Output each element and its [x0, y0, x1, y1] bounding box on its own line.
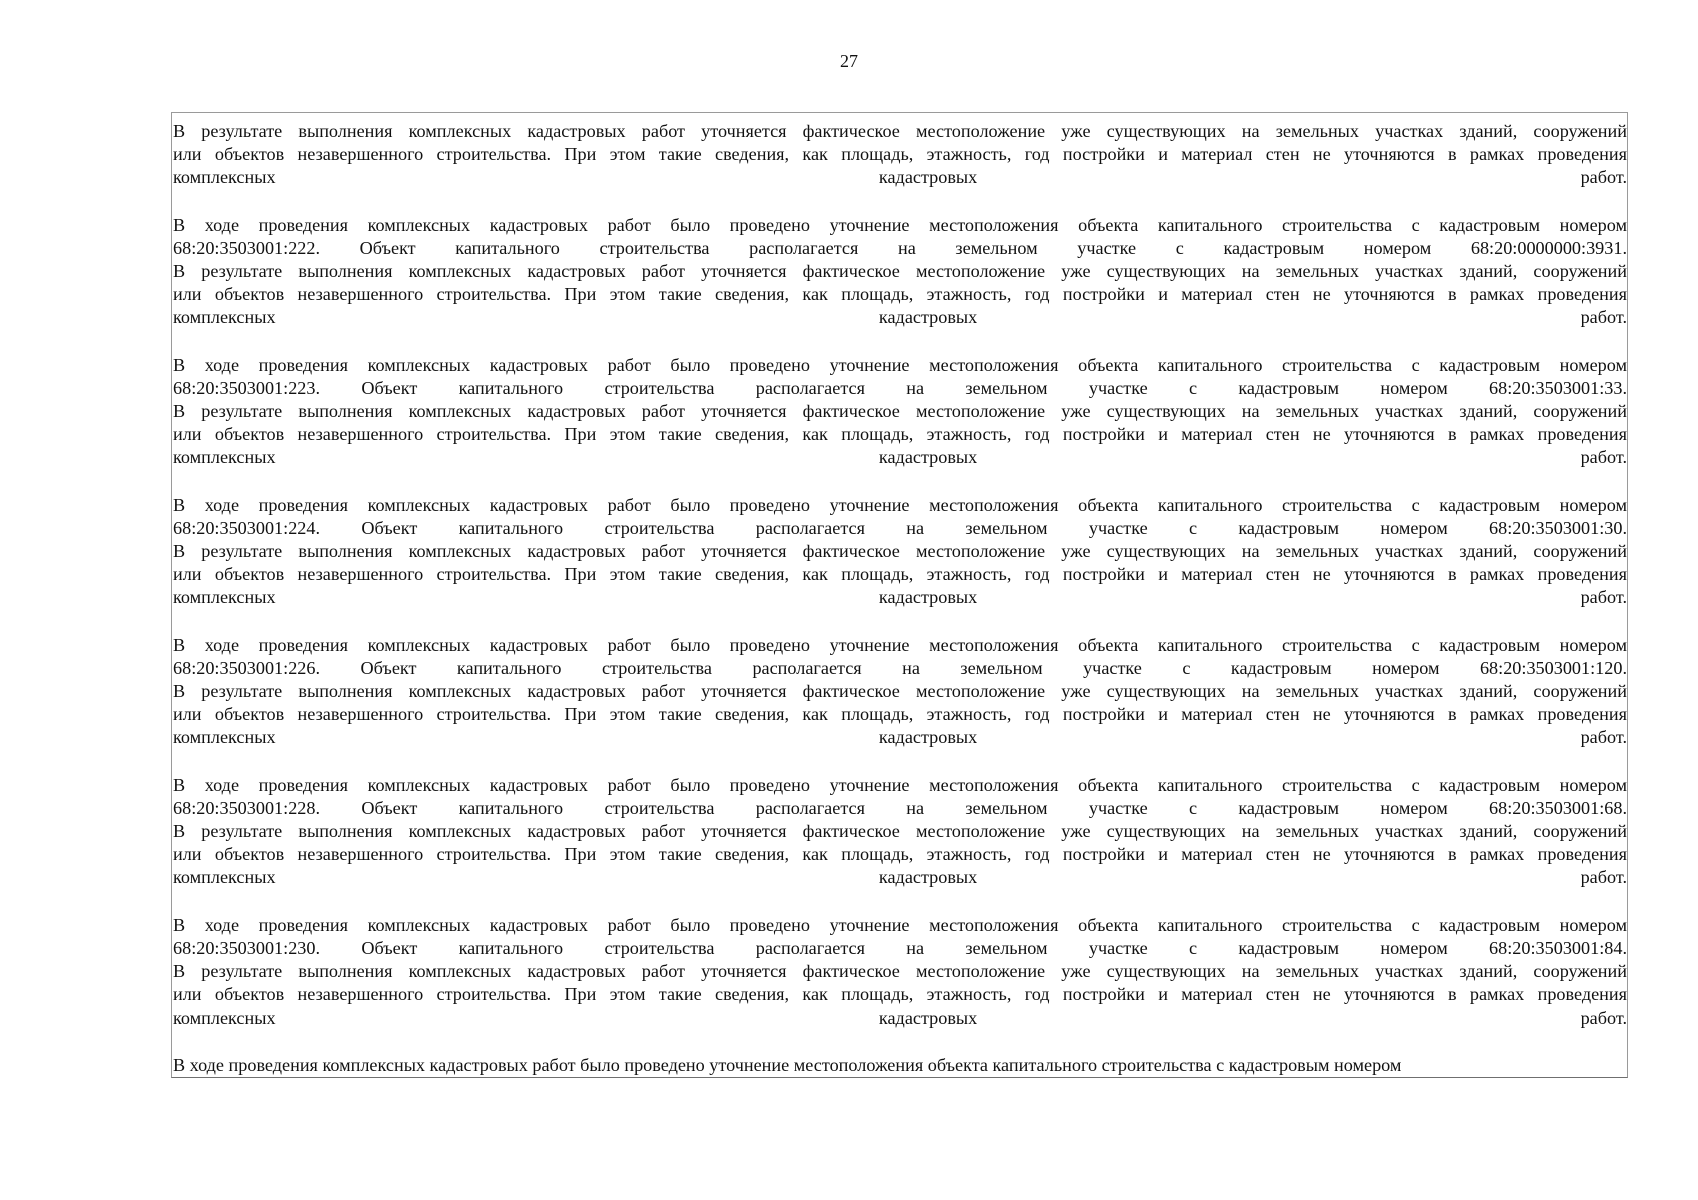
text-line: комплексных кадастровых работ. [173, 307, 1627, 328]
text-line: В результате выполнения комплексных кадастровых работ уточняется фактическое местоположение уже существующих на земельных участках зданий, сооружений [173, 401, 1627, 422]
text-line: В ходе проведения комплексных кадастровых работ было проведено уточнение местоположения объекта капитального строительства с кадастровым номером [173, 354, 1627, 375]
text-line: В результате выполнения комплексных кадастровых работ уточняется фактическое местоположение уже существующих на земельных участках зданий, сооружений [173, 961, 1627, 982]
text-line: В ходе проведения комплексных кадастровых работ было проведено уточнение местоположения объекта капитального строительства с кадастровым номером [173, 494, 1627, 515]
text-line: комплексных кадастровых работ. [173, 447, 1627, 468]
text-line: или объектов незавершенного строительства. При этом такие сведения, как площадь, этажность, год постройки и материал стен не уточняются в рамках проведения [173, 284, 1627, 305]
text-line: В результате выполнения комплексных кадастровых работ уточняется фактическое местоположение уже существующих на земельных участках зданий, сооружений [173, 261, 1627, 282]
paragraph [173, 354, 1627, 470]
paragraph [173, 634, 1627, 750]
text-line: 68:20:3503001:223. Объект капитального строительства располагается на земельном участке с кадастровым номером 68:20:3503001:33. [173, 377, 1627, 398]
text-line: В результате выполнения комплексных кадастровых работ уточняется фактическое местоположение уже существующих на земельных участках зданий, сооружений [173, 821, 1627, 842]
text-line: 68:20:3503001:228. Объект капитального строительства располагается на земельном участке с кадастровым номером 68:20:3503001:68. [173, 797, 1627, 818]
paragraph [173, 1054, 1627, 1077]
paragraph [173, 774, 1627, 890]
text-line: В ходе проведения комплексных кадастровых работ было проведено уточнение местоположения объекта капитального строительства с кадастровым номером [173, 214, 1627, 235]
text-line: комплексных кадастровых работ. [173, 587, 1627, 608]
text-line: или объектов незавершенного строительства. При этом такие сведения, как площадь, этажность, год постройки и материал стен не уточняются в рамках проведения [173, 144, 1627, 165]
text-line: 68:20:3503001:224. Объект капитального строительства располагается на земельном участке с кадастровым номером 68:20:3503001:30. [173, 517, 1627, 538]
paragraph-list [173, 120, 1627, 1077]
text-line: 68:20:3503001:222. Объект капитального строительства располагается на земельном участке с кадастровым номером 68:20:0000000:3931. [173, 237, 1627, 258]
text-line: комплексных кадастровых работ. [173, 727, 1627, 748]
text-line: или объектов незавершенного строительства. При этом такие сведения, как площадь, этажность, год постройки и материал стен не уточняются в рамках проведения [173, 424, 1627, 445]
text-line: или объектов незавершенного строительства. При этом такие сведения, как площадь, этажность, год постройки и материал стен не уточняются в рамках проведения [173, 844, 1627, 865]
text-line: В ходе проведения комплексных кадастровых работ было проведено уточнение местоположения объекта капитального строительства с кадастровым номером [173, 634, 1627, 655]
text-line: В ходе проведения комплексных кадастровых работ было проведено уточнение местоположения объекта капитального строительства с кадастровым номером [173, 774, 1627, 795]
text-line: комплексных кадастровых работ. [173, 867, 1627, 888]
paragraph [173, 214, 1627, 330]
text-line: комплексных кадастровых работ. [173, 1007, 1627, 1028]
paragraph [173, 120, 1627, 190]
text-line: В результате выполнения комплексных кадастровых работ уточняется фактическое местоположение уже существующих на земельных участках зданий, сооружений [173, 541, 1627, 562]
paragraph [173, 494, 1627, 610]
text-line: 68:20:3503001:230. Объект капитального строительства располагается на земельном участке с кадастровым номером 68:20:3503001:84. [173, 937, 1627, 958]
text-line: В результате выполнения комплексных кадастровых работ уточняется фактическое местоположение уже существующих на земельных участках зданий, сооружений [173, 681, 1627, 702]
text-line: В ходе проведения комплексных кадастровых работ было проведено уточнение местоположения объекта капитального строительства с кадастровым номером [173, 914, 1627, 935]
text-line: комплексных кадастровых работ. [173, 167, 1627, 188]
document-text-box [171, 112, 1628, 1078]
text-line: В результате выполнения комплексных кадастровых работ уточняется фактическое местоположение уже существующих на земельных участках зданий, сооружений [173, 121, 1627, 141]
text-line: В ходе проведения комплексных кадастровых работ было проведено уточнение местоположения объекта капитального строительства с кадастровым номером [173, 1054, 1402, 1075]
page-number: 27 [840, 51, 858, 71]
text-line: 68:20:3503001:226. Объект капитального строительства располагается на земельном участке с кадастровым номером 68:20:3503001:120. [173, 657, 1627, 678]
text-line: или объектов незавершенного строительства. При этом такие сведения, как площадь, этажность, год постройки и материал стен не уточняются в рамках проведения [173, 704, 1627, 725]
paragraph [173, 914, 1627, 1030]
text-line: или объектов незавершенного строительства. При этом такие сведения, как площадь, этажность, год постройки и материал стен не уточняются в рамках проведения [173, 984, 1627, 1005]
text-line: или объектов незавершенного строительства. При этом такие сведения, как площадь, этажность, год постройки и материал стен не уточняются в рамках проведения [173, 564, 1627, 585]
